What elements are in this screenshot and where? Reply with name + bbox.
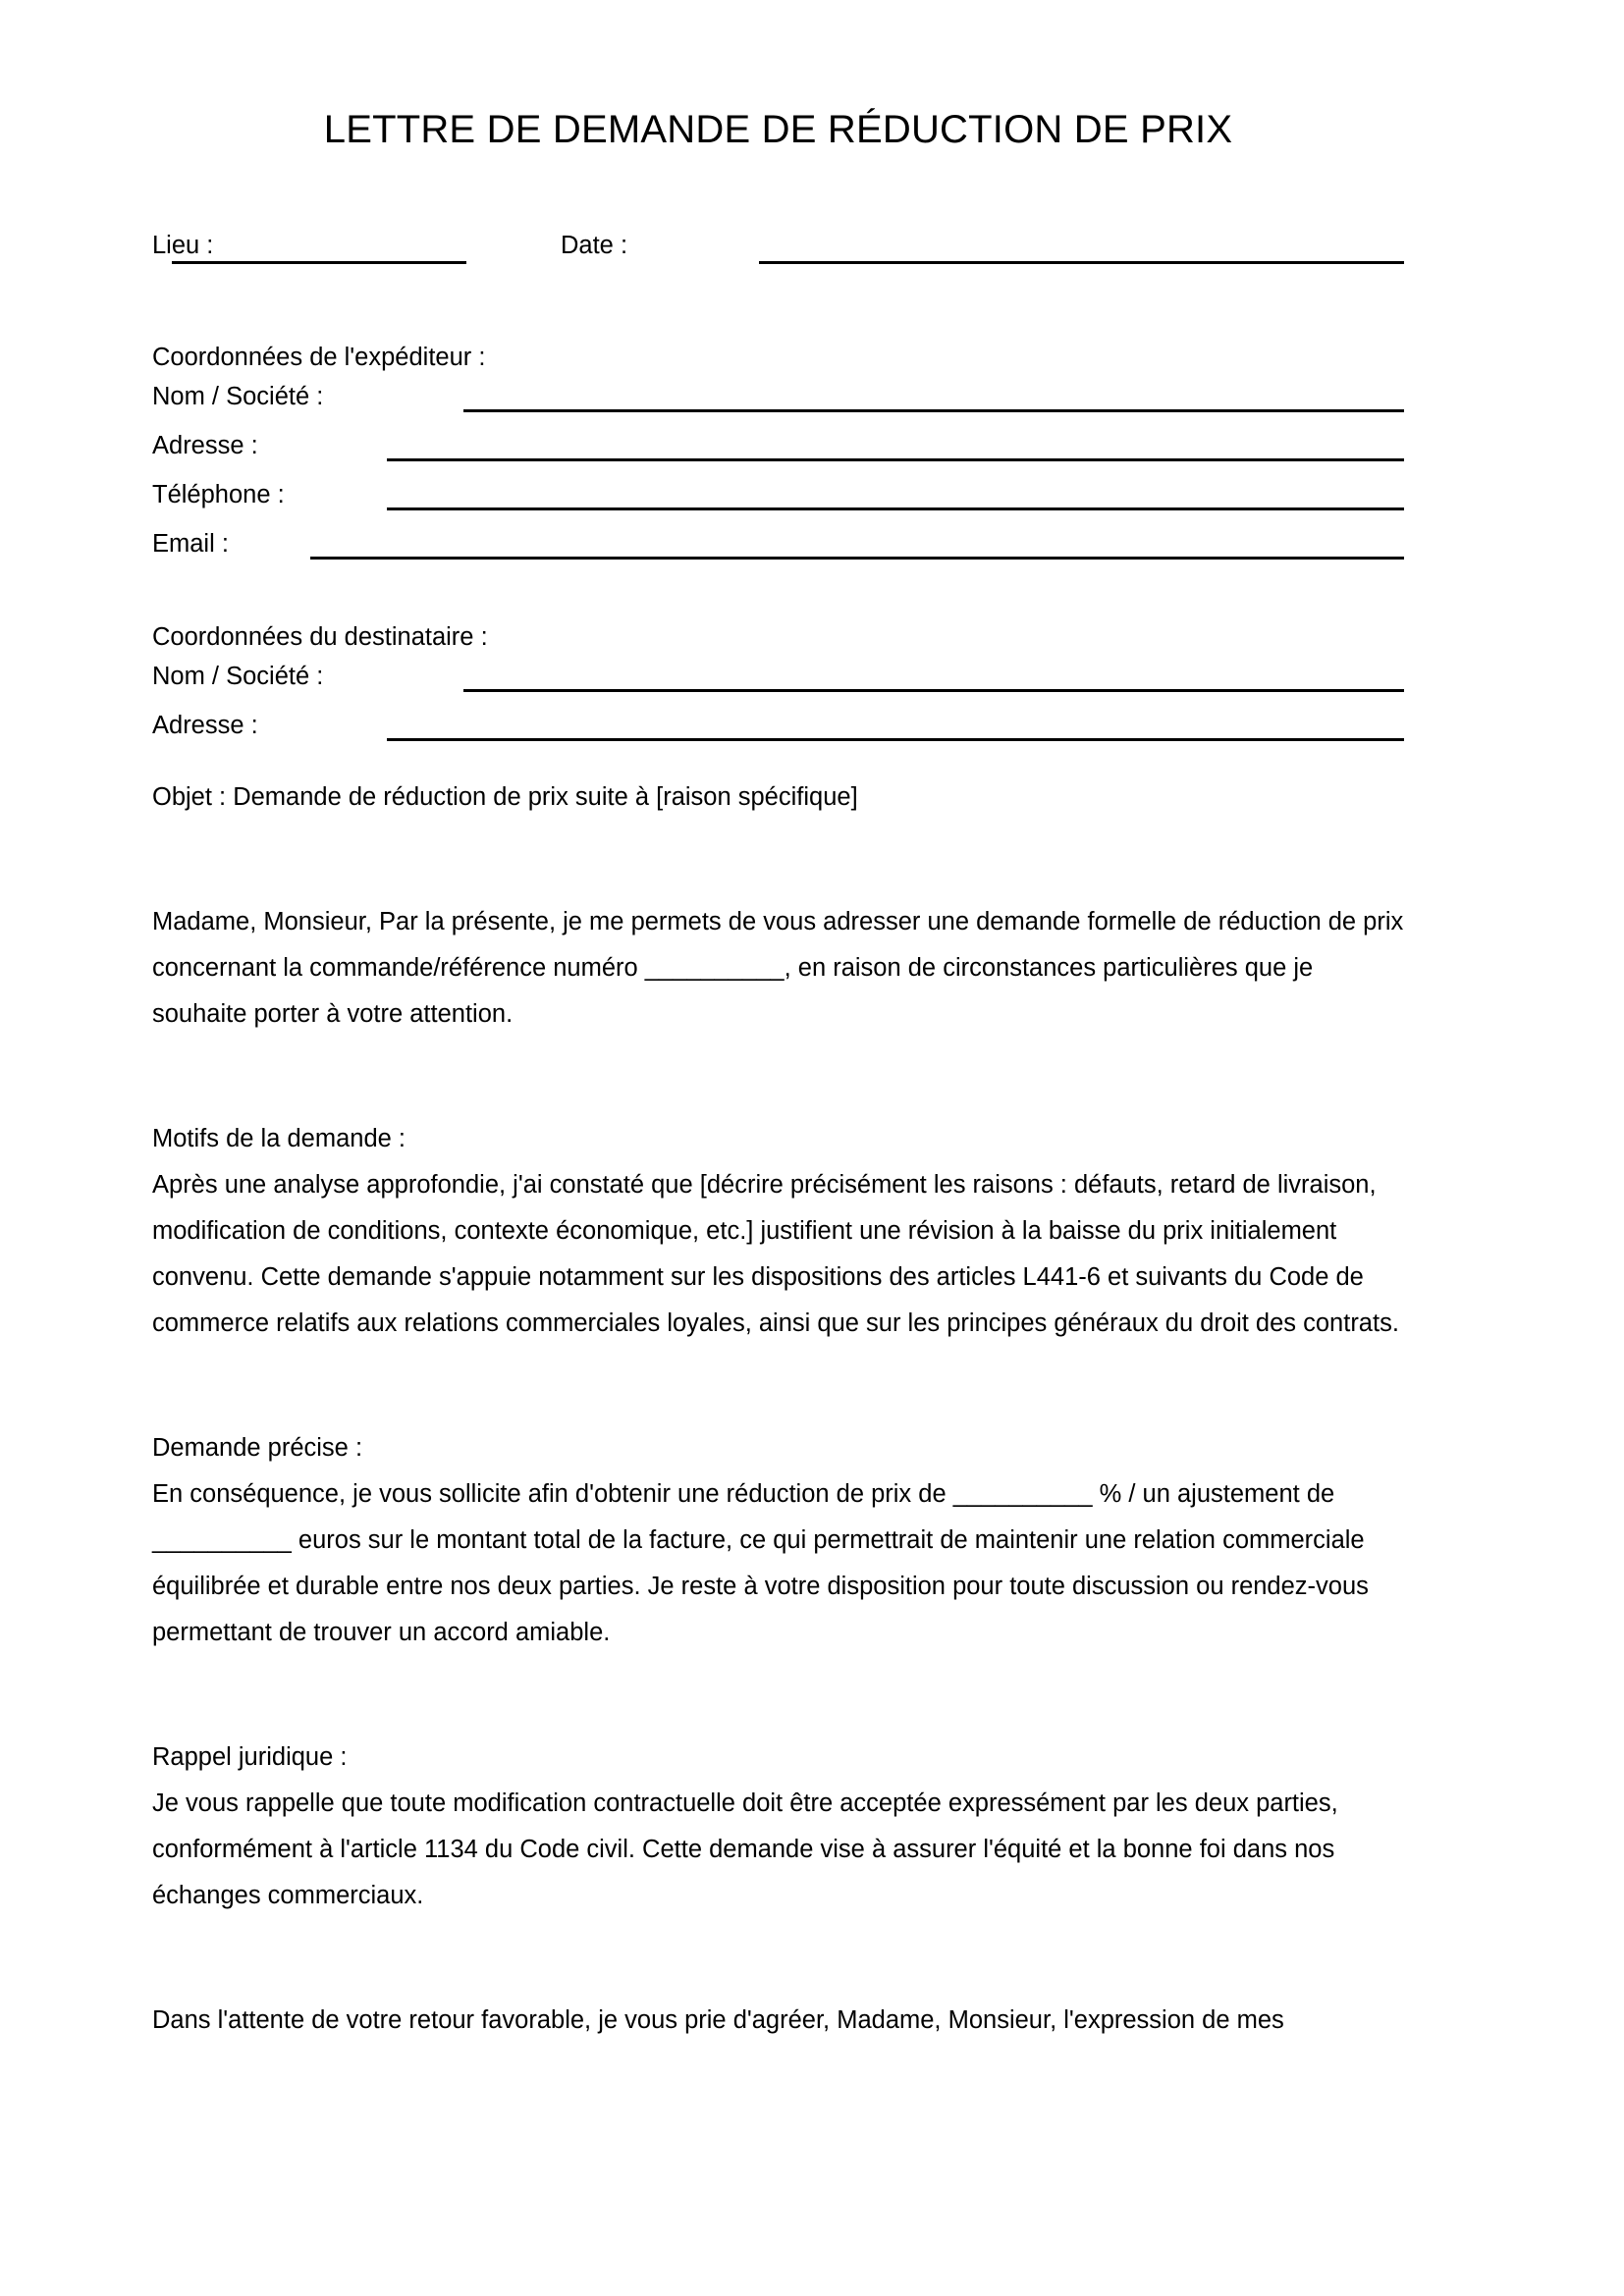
place-label: Lieu : [152, 232, 214, 259]
sender-address-row [152, 430, 1404, 461]
section-body-demande: En conséquence, je vous sollicite afin d'obtenir une réduction de prix de __________ % / un ajustement de __________ euros sur le montant total de la facture, ce qui permettrait de maintenir une relation commerciale équilibrée et durable entre nos deux parties. Je reste à votre disposition pour toute discussion ou rendez-vous permettant de trouver un accord amiable. [152, 1480, 1369, 1646]
place-input-line[interactable] [172, 261, 466, 264]
page-title: LETTRE DE DEMANDE DE RÉDUCTION DE PRIX [323, 108, 1233, 151]
sender-email-row [152, 528, 1404, 560]
date-label: Date : [561, 232, 628, 259]
sender-phone-input-line[interactable] [387, 507, 1404, 510]
sender-name-row [152, 381, 1404, 412]
recipient-name-row [152, 661, 1404, 692]
sender-name-label: Nom / Société : [152, 383, 324, 410]
recipient-address-input-line[interactable] [387, 738, 1404, 741]
sender-block [152, 335, 1404, 560]
section-body-rappel: Je vous rappelle que toute modification contractuelle doit être acceptée expressément par les deux parties, conformément à l'article 1134 du Code civil. Cette demande vise à assurer l'équité et la bonne foi dans nos échanges commerciaux. [152, 1789, 1338, 1909]
recipient-block [152, 614, 1404, 741]
recipient-address-row [152, 710, 1404, 741]
sender-address-label: Adresse : [152, 432, 258, 459]
recipient-address-label: Adresse : [152, 712, 258, 739]
section-body-motifs: Après une analyse approfondie, j'ai constaté que [décrire précisément les raisons : défauts, retard de livraison, modification de conditions, contexte économique, etc.] justifient une révision à la baisse du prix initialement convenu. Cette demande s'appuie notamment sur les dispositions des articles L441-6 et suivants du Code de commerce relatifs aux relations commerciales loyales, ainsi que sur les principes généraux du droit des contrats. [152, 1171, 1399, 1337]
subject-line: Objet : Demande de réduction de prix suite à [raison spécifique] [152, 783, 858, 811]
sender-address-input-line[interactable] [387, 458, 1404, 461]
section-heading-motifs: Motifs de la demande : [152, 1125, 406, 1152]
intro-paragraph: Madame, Monsieur, Par la présente, je me permets de vous adresser une demande formelle de réduction de prix concernant la commande/référence numéro __________, en raison de circonstances particulières que je souhaite porter à votre attention. [152, 908, 1404, 1028]
document-content [152, 0, 1404, 2044]
recipient-name-label: Nom / Société : [152, 663, 324, 690]
section-heading-rappel: Rappel juridique : [152, 1743, 348, 1771]
sender-phone-label: Téléphone : [152, 481, 285, 508]
date-input-line[interactable] [759, 261, 1404, 264]
recipient-heading: Coordonnées du destinataire : [152, 623, 488, 651]
section-heading-demande: Demande précise : [152, 1434, 363, 1462]
sender-email-label: Email : [152, 530, 229, 558]
sender-heading: Coordonnées de l'expéditeur : [152, 344, 486, 371]
closing-paragraph: Dans l'attente de votre retour favorable, je vous prie d'agréer, Madame, Monsieur, l'expression de mes [152, 2006, 1284, 2034]
sender-phone-row [152, 479, 1404, 510]
sender-name-input-line[interactable] [463, 409, 1404, 412]
place-date-row [152, 229, 1404, 280]
recipient-name-input-line[interactable] [463, 689, 1404, 692]
sender-email-input-line[interactable] [310, 557, 1404, 560]
